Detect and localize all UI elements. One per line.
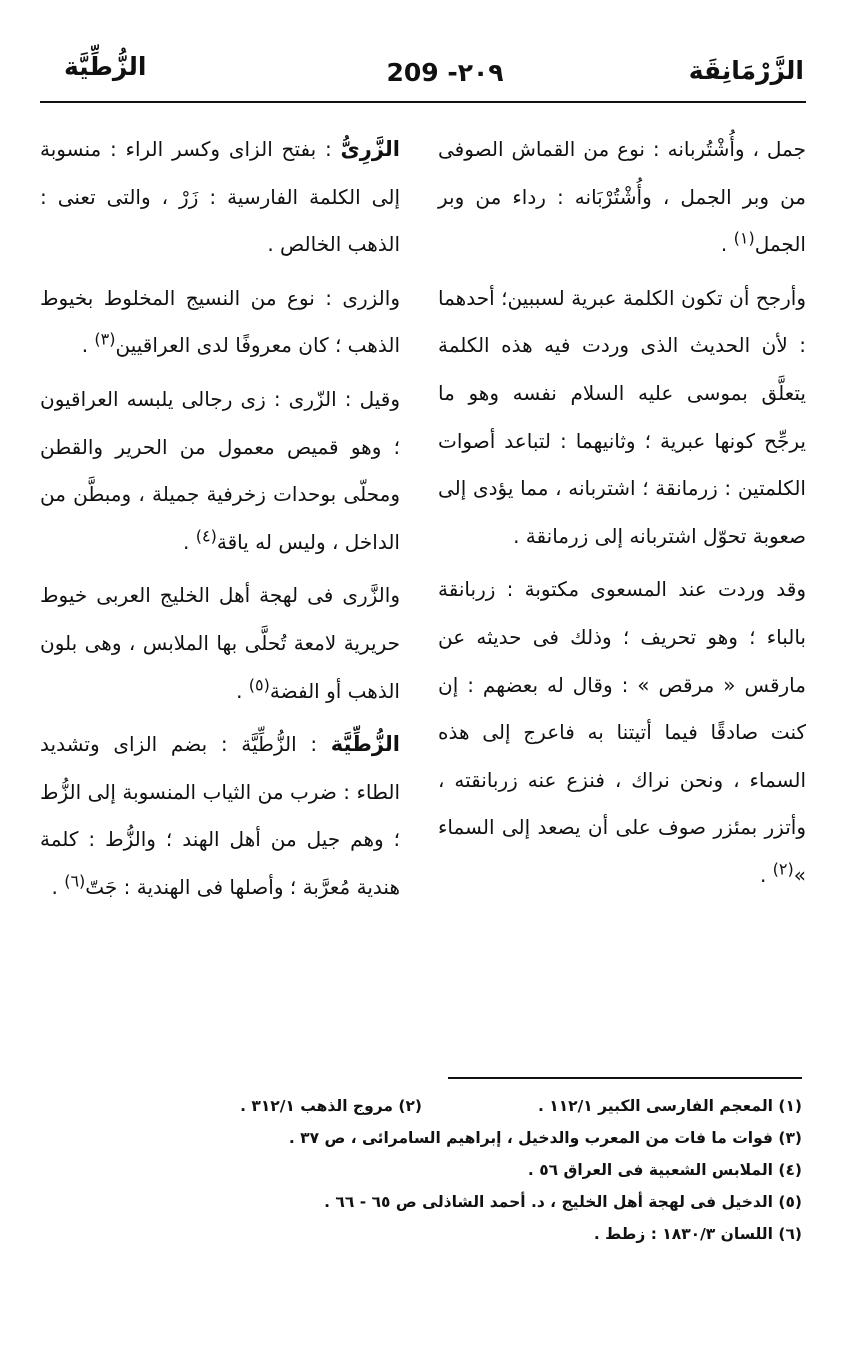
entry-zari: الزَّرِىُّ : بفتح الزاى وكسر الراء : منسوبة إلى الكلمة الفارسية : زَرْ ، والتى تعنى : الذهب الخالص . <box>40 137 400 257</box>
footnote-ref: (٦) <box>64 871 86 891</box>
footnotes <box>40 1090 802 1250</box>
right-column <box>438 126 806 906</box>
entry-zuttiyya: الزُّطِّيَّة : الزُّطِّيَّة : بضم الزاى وتشديد الطاء : ضرب من الثياب المنسوبة إلى الزُّط ؛ وهم جيل من أهل الهند ؛ والزُّط : كلمة هندية مُعرَّبة ؛ وأصلها فى الهندية : جَتّ$^{(٦)}$ . <box>40 732 400 899</box>
paragraph: جمل ، وأُشْتُربانه : نوع من القماش الصوفى من وبر الجمل ، وأُشْتُرْبَانه : رداء من وبر الجمل$^{(١)}$ . <box>438 137 806 257</box>
footnote-rule <box>448 1077 802 1079</box>
entry-term: الزُّطِّيَّة <box>330 732 400 757</box>
footnote-ref: (٥) <box>248 674 270 694</box>
running-head-left: الزُّطِّيَّة <box>64 52 147 81</box>
footnote-3: (٣) فوات ما فات من المعرب والدخيل ، إبراهيم السامرائى ، ص ٣٧ . <box>288 1129 802 1147</box>
paragraph: وقيل : الزّرى : زى رجالى يلبسه العراقيون ؛ وهو قميص معمول من الحرير والقطن ومحلّى بوحدات زخرفية جميلة ، ومبطَّن من الداخل ، وليس له ياقة$^{(٤)}$ . <box>40 386 400 554</box>
footnote-5: (٥) الدخيل فى لهجة أهل الخليج ، د. أحمد الشاذلى ص ٦٥ - ٦٦ . <box>324 1193 802 1211</box>
paragraph: وقد وردت عند المسعوى مكتوبة : زربانقة بالباء ؛ وهو تحريف ؛ وذلك فى حديثه عن مارقس « مرقص » : وقال له بعضهم : إن كنت صادقًا فيما أتيتنا به فاعرج إلى هذه السماء ، ونحن نراك ، فنزع عنه زربانقته ، وأتزر بمئزر صوف على أن يصعد إلى السماء »$^{(٢)}$ . <box>438 577 806 887</box>
footnote-ref: (٣) <box>94 329 116 349</box>
header-rule <box>40 101 806 103</box>
paragraph: والزرى : نوع من النسيج المخلوط بخيوط الذهب ؛ كان معروفًا لدى العراقيين$^{(٣)}$ . <box>40 285 400 358</box>
footnote-2: (٢) مروج الذهب ٣١٢/١ . <box>240 1097 422 1115</box>
paragraph: وأرجح أن تكون الكلمة عبرية لسببين؛ أحدهما : لأن الحديث الذى وردت فيه هذه الكلمة يتعلَّق بموسى عليه السلام نفسه وهو ما يرجِّح كونها عبرية ؛ وثانيهما : لتباعد أصوات الكلمتين : زرمانقة ؛ اشتربانه ، مما يؤدى إلى صعوبة تحوّل اشتربانه إلى زرمانقة . <box>438 285 806 548</box>
page-number: 209 -٢٠٩ <box>386 58 504 87</box>
footnote-6: (٦) اللسان ١٨٣٠/٣ : زطط . <box>593 1225 802 1243</box>
footnote-1: (١) المعجم الفارسى الكبير ١١٢/١ . <box>537 1097 802 1115</box>
footnote-ref: (١) <box>733 228 755 248</box>
footnote-row <box>40 1090 802 1122</box>
left-column <box>40 126 400 918</box>
footnote-4: (٤) الملابس الشعبية فى العراق ٥٦ . <box>527 1161 802 1179</box>
entry-term: الزَّرِىُّ <box>340 137 400 161</box>
page-header <box>40 52 804 102</box>
paragraph: والزَّرى فى لهجة أهل الخليج العربى خيوط حريرية لامعة تُحلَّى بها الملابس ، وهى بلون الذهب أو الفضة$^{(٥)}$ . <box>40 583 400 703</box>
footnote-ref: (٢) <box>772 859 794 879</box>
footnote-ref: (٤) <box>195 526 217 546</box>
running-head-right: الزَّرْمَانِقَة <box>688 56 804 85</box>
